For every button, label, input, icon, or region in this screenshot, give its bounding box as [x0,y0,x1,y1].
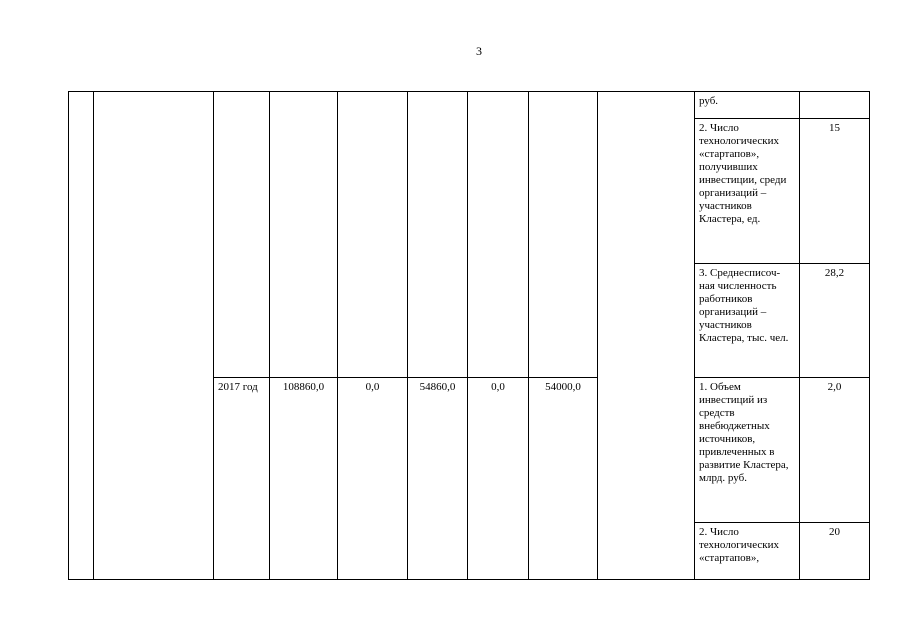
page-number: 3 [476,44,482,58]
program-table [68,91,870,580]
cell-col2-prev [338,92,408,378]
value-cell: 15 [800,119,870,264]
indicator-cell: 1. Объем инвестиций из средств внебюджетных источников, привлеченных в развитие Кластера, млрд. руб. [695,378,800,523]
value-cell [800,92,870,119]
col4-cell: 0,0 [468,378,529,580]
indicator-cell: 2. Число технологических «стартапов», получивших инвестиции, среди организаций – участников Кластера, ед. [695,119,800,264]
cell-total-prev [270,92,338,378]
cell-col4-prev [468,92,529,378]
value-cell: 28,2 [800,264,870,378]
cell-activity [94,92,214,580]
indicator-cell: руб. [695,92,800,119]
cell-number [69,92,94,580]
col2-cell: 0,0 [338,378,408,580]
col5-cell: 54000,0 [529,378,598,580]
indicator-cell: 2. Число технологических «стартапов», [695,523,800,580]
year-cell: 2017 год [214,378,270,580]
cell-year-prev [214,92,270,378]
col3-cell: 54860,0 [408,378,468,580]
total-cell: 108860,0 [270,378,338,580]
cell-executor [598,92,695,580]
value-cell: 20 [800,523,870,580]
table-row [69,92,870,119]
cell-col5-prev [529,92,598,378]
indicator-cell: 3. Среднесписоч-ная численность работников организаций – участников Кластера, тыс. чел. [695,264,800,378]
value-cell: 2,0 [800,378,870,523]
cell-col3-prev [408,92,468,378]
